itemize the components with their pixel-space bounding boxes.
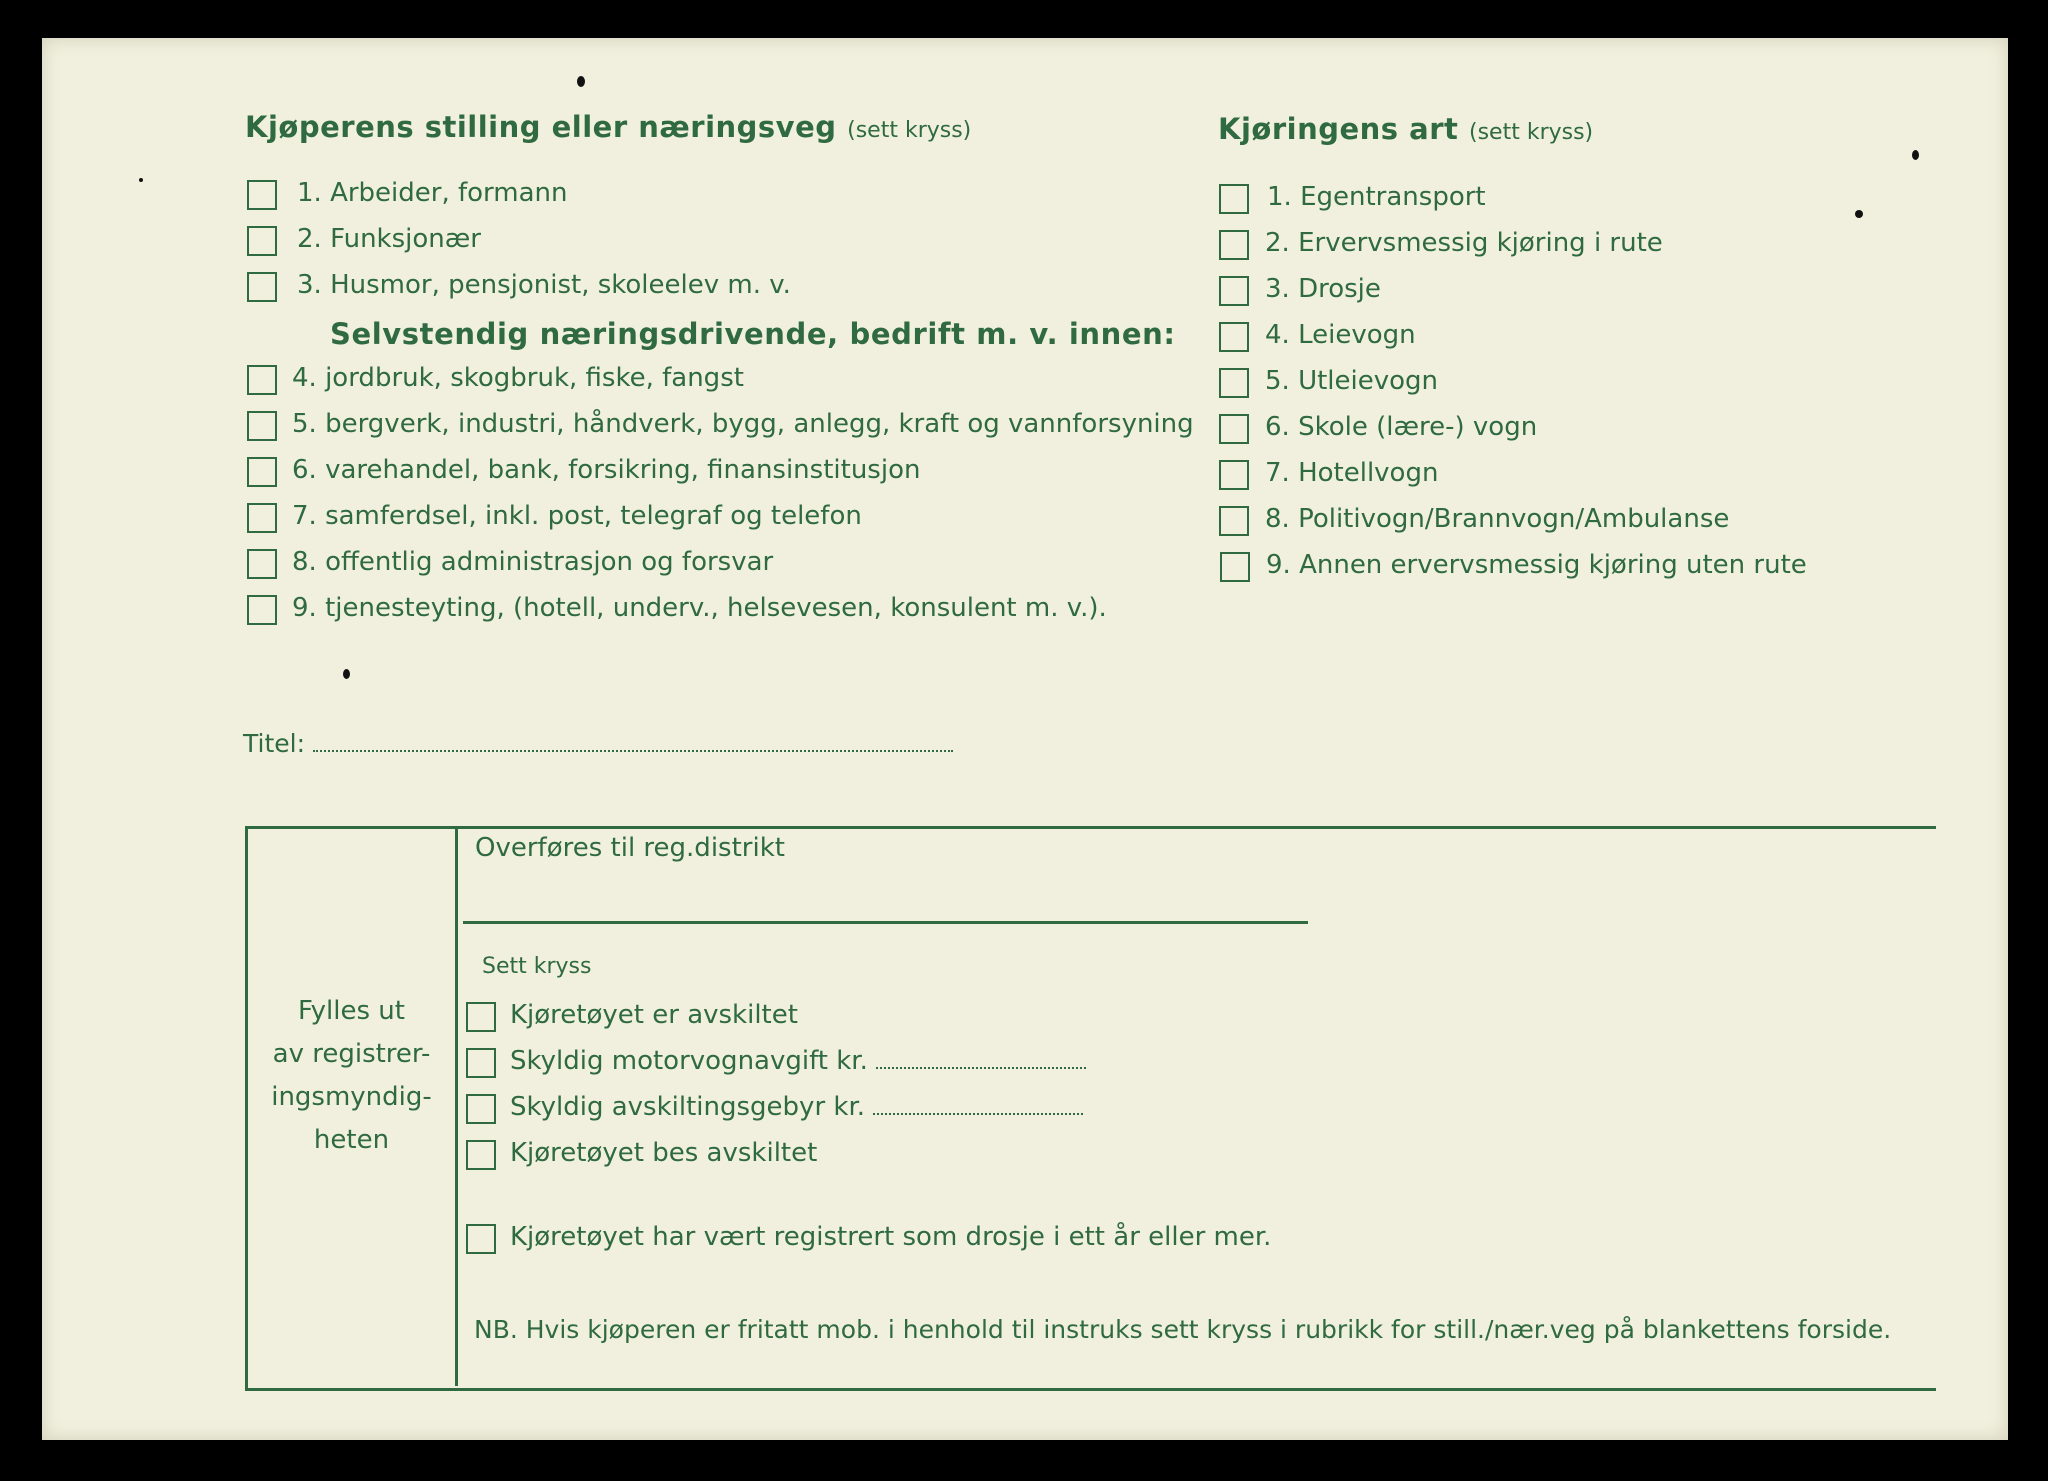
driving-label-3: 3. Drosje bbox=[1265, 274, 1381, 304]
motor-tax-label: Skyldig motorvognavgift kr. bbox=[510, 1046, 868, 1076]
checkbox-driving-4[interactable] bbox=[1219, 322, 1249, 352]
driving-label-8: 8. Politivogn/Brannvogn/Ambulanse bbox=[1265, 504, 1730, 534]
checkbox-registered-as-taxi[interactable] bbox=[466, 1224, 496, 1254]
sett-kryss-label: Sett kryss bbox=[482, 954, 592, 979]
motor-tax-field[interactable] bbox=[876, 1049, 1086, 1069]
deregistration-fee-row bbox=[510, 1092, 1083, 1122]
side-label-line-1: Fylles ut bbox=[298, 996, 405, 1026]
side-label-line-2: av registrer- bbox=[272, 1039, 431, 1069]
checkbox-driving-1[interactable] bbox=[1219, 184, 1249, 214]
self-employed-subtitle: Selvstendig næringsdrivende, bedrift m. v. innen: bbox=[330, 317, 1176, 351]
deregistration-fee-label: Skyldig avskiltingsgebyr kr. bbox=[510, 1092, 866, 1122]
driving-label-7: 7. Hotellvogn bbox=[1265, 458, 1439, 488]
nb-note: NB. Hvis kjøperen er fritatt mob. i henhold til instruks sett kryss i rubrikk for still./nær.veg på blankettens forside. bbox=[474, 1315, 1892, 1344]
buyer-occupation-title: Kjøperens stilling eller næringsveg bbox=[245, 110, 837, 144]
motor-tax-row bbox=[510, 1046, 1086, 1076]
occupation-label-4: 4. jordbruk, skogbruk, fiske, fangst bbox=[292, 363, 744, 393]
checkbox-deregistered[interactable] bbox=[466, 1002, 496, 1032]
transfer-field-line[interactable] bbox=[463, 921, 1308, 924]
side-label-line-4: heten bbox=[313, 1125, 390, 1155]
deregistered-label: Kjøretøyet er avskiltet bbox=[510, 1000, 798, 1030]
checkbox-motor-tax-due[interactable] bbox=[466, 1048, 496, 1078]
occupation-label-9: 9. tjenesteyting, (hotell, underv., helsevesen, konsulent m. v.). bbox=[292, 593, 1107, 623]
side-label-line-3: ingsmyndig- bbox=[271, 1082, 432, 1112]
checkbox-driving-2[interactable] bbox=[1219, 230, 1249, 260]
transfer-label: Overføres til reg.distrikt bbox=[475, 833, 785, 863]
checkbox-occupation-4[interactable] bbox=[247, 365, 277, 395]
checkbox-driving-9[interactable] bbox=[1220, 552, 1250, 582]
driving-label-4: 4. Leievogn bbox=[1265, 320, 1416, 350]
checkbox-occupation-6[interactable] bbox=[247, 457, 277, 487]
deregistration-fee-field[interactable] bbox=[873, 1095, 1083, 1115]
driving-label-9: 9. Annen ervervsmessig kjøring uten rute bbox=[1266, 550, 1807, 580]
checkbox-driving-7[interactable] bbox=[1219, 460, 1249, 490]
registration-authority-box bbox=[245, 826, 1936, 1391]
checkbox-occupation-7[interactable] bbox=[247, 503, 277, 533]
driving-type-heading bbox=[1218, 112, 1593, 146]
occupation-label-6: 6. varehandel, bank, forsikring, finansinstitusjon bbox=[292, 455, 921, 485]
driving-label-1: 1. Egentransport bbox=[1267, 182, 1486, 212]
titel-label: Titel: bbox=[243, 729, 305, 758]
checkbox-occupation-2[interactable] bbox=[247, 226, 277, 256]
buyer-occupation-hint: (sett kryss) bbox=[847, 118, 972, 143]
driving-type-title: Kjøringens art bbox=[1218, 112, 1459, 146]
ink-speck bbox=[577, 76, 585, 87]
buyer-occupation-heading bbox=[245, 110, 971, 144]
checkbox-occupation-9[interactable] bbox=[247, 595, 277, 625]
ink-speck bbox=[343, 669, 350, 679]
side-label bbox=[250, 990, 453, 1162]
driving-label-5: 5. Utleievogn bbox=[1265, 366, 1439, 396]
checkbox-driving-3[interactable] bbox=[1219, 276, 1249, 306]
checkbox-occupation-1[interactable] bbox=[247, 180, 277, 210]
driving-label-2: 2. Ervervsmessig kjøring i rute bbox=[1265, 228, 1663, 258]
request-deregistration-label: Kjøretøyet bes avskiltet bbox=[510, 1138, 818, 1168]
titel-field[interactable] bbox=[313, 732, 953, 752]
checkbox-occupation-8[interactable] bbox=[247, 549, 277, 579]
checkbox-driving-6[interactable] bbox=[1219, 414, 1249, 444]
checkbox-occupation-5[interactable] bbox=[247, 411, 277, 441]
checkbox-request-deregistration[interactable] bbox=[466, 1140, 496, 1170]
checkbox-driving-5[interactable] bbox=[1219, 368, 1249, 398]
occupation-label-2: 2. Funksjonær bbox=[297, 224, 481, 254]
driving-type-hint: (sett kryss) bbox=[1469, 120, 1594, 145]
checkbox-occupation-3[interactable] bbox=[247, 272, 277, 302]
titel-row bbox=[243, 729, 953, 758]
checkbox-deregistration-fee-due[interactable] bbox=[466, 1094, 496, 1124]
box-divider bbox=[455, 826, 458, 1386]
occupation-label-5: 5. bergverk, industri, håndverk, bygg, anlegg, kraft og vannforsyning bbox=[292, 409, 1194, 439]
occupation-label-8: 8. offentlig administrasjon og forsvar bbox=[292, 547, 774, 577]
checkbox-driving-8[interactable] bbox=[1219, 506, 1249, 536]
driving-label-6: 6. Skole (lære-) vogn bbox=[1265, 412, 1538, 442]
ink-speck bbox=[139, 178, 143, 182]
ink-speck bbox=[1912, 150, 1919, 160]
occupation-label-1: 1. Arbeider, formann bbox=[297, 178, 568, 208]
occupation-label-3: 3. Husmor, pensjonist, skoleelev m. v. bbox=[297, 270, 791, 300]
registered-as-taxi-label: Kjøretøyet har vært registrert som drosje i ett år eller mer. bbox=[510, 1222, 1272, 1252]
ink-speck bbox=[1855, 210, 1863, 218]
occupation-label-7: 7. samferdsel, inkl. post, telegraf og telefon bbox=[292, 501, 862, 531]
